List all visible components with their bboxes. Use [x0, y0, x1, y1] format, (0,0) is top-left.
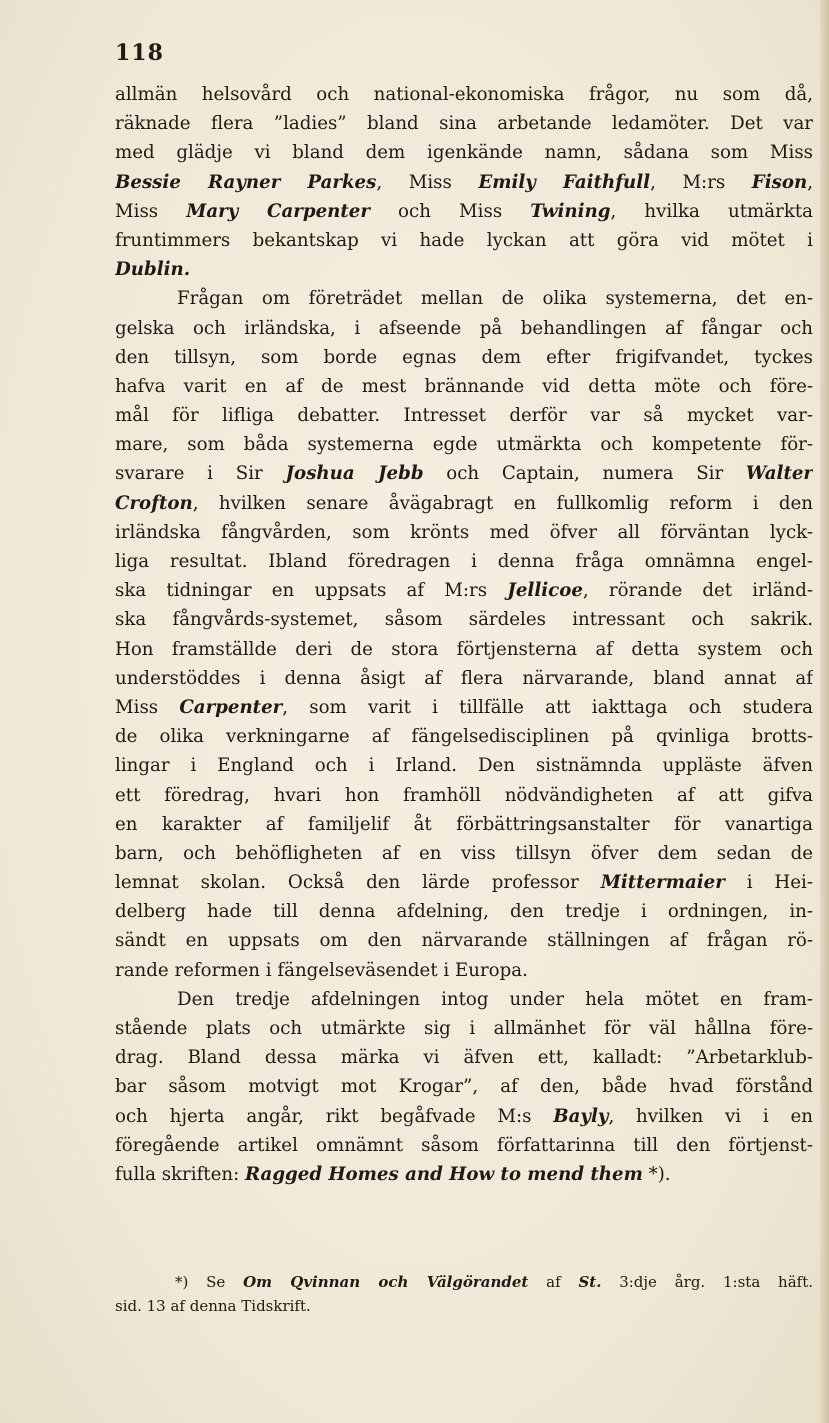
italic-name: Bayly — [553, 1105, 609, 1127]
text-run: sid. 13 af denna Tidskrift. — [115, 1297, 311, 1315]
italic-title: Om Qvinnan och Välgörandet — [243, 1273, 529, 1291]
text-line — [115, 926, 813, 955]
text-line — [115, 751, 813, 780]
italic-name: Twining — [530, 200, 611, 222]
text-line — [115, 664, 813, 693]
italic-title: St. — [578, 1273, 602, 1291]
text-run: drag. Bland dessa märka vi äfven ett, kalladt: ”Arbetarklub- — [115, 1047, 813, 1069]
text-run: , M:rs — [650, 171, 752, 193]
text-line — [115, 1072, 813, 1101]
text-line — [115, 401, 813, 430]
page-edge — [820, 0, 829, 1423]
text-line — [115, 985, 813, 1014]
text-line — [115, 1131, 813, 1160]
text-run: , rörande det irländ- — [582, 580, 813, 602]
text-run: hafva varit en af de mest brännande vid detta möte och före- — [115, 375, 813, 397]
text-line — [115, 284, 813, 313]
text-line — [115, 518, 813, 547]
italic-name: Carpenter — [179, 696, 283, 718]
text-line — [115, 547, 813, 576]
text-run: understöddes i denna åsigt af flera närvarande, bland annat af — [115, 667, 813, 689]
text-run: *) Se — [175, 1273, 244, 1291]
text-run: den tillsyn, som borde egnas dem efter frigifvandet, tyckes — [115, 346, 813, 368]
text-run: af — [528, 1273, 579, 1291]
text-run: mål för lifliga debatter. Intresset derför var så mycket var- — [115, 405, 813, 427]
text-run: , som varit i tillfälle att iakttaga och studera — [282, 696, 813, 718]
italic-name: Mary Carpenter — [186, 200, 370, 222]
text-run: , Miss — [376, 171, 479, 193]
text-run: barn, och behöfligheten af en viss tillsyn öfver dem sedan de — [115, 842, 813, 864]
text-run: , hvilken senare åvägabragt en fullkomlig reform i den — [192, 492, 813, 514]
text-run: fruntimmers bekantskap vi hade lyckan att göra vid mötet i — [115, 229, 813, 251]
text-line — [115, 693, 813, 722]
text-run: *). — [642, 1163, 671, 1185]
footnote-line — [115, 1294, 813, 1318]
text-run: liga resultat. Ibland föredragen i denna fråga omnämna engel- — [115, 551, 813, 572]
text-line — [115, 897, 813, 926]
text-run: lemnat skolan. Också den lärde professor — [115, 872, 601, 894]
text-line — [115, 839, 813, 868]
text-run: 3:dje årg. 1:sta häft. — [601, 1273, 813, 1291]
text-line — [115, 226, 813, 255]
text-line — [115, 168, 813, 197]
text-run: Miss — [115, 696, 180, 718]
text-line — [115, 605, 813, 634]
text-run: ska tidningar en uppsats af M:rs — [115, 580, 508, 602]
text-run: i Hei- — [724, 872, 813, 894]
text-run: mare, som båda systemerna egde utmärkta och kompetente för- — [115, 434, 813, 456]
text-run: Hon framställde deri de stora förtjensterna af detta system och — [115, 638, 813, 660]
text-run: , hvilka utmärkta — [610, 200, 813, 222]
text-line — [115, 722, 813, 751]
text-line — [115, 109, 813, 138]
text-line — [115, 1043, 813, 1072]
text-run: allmän helsovård och national-ekonomiska frågor, nu som då, — [115, 84, 813, 105]
text-run: svarare i Sir — [115, 463, 286, 485]
footnote-line — [115, 1270, 813, 1294]
text-run: gelska och irländska, i afseende på behandlingen af fångar och — [115, 317, 813, 339]
italic-name: Joshua Jebb — [285, 463, 424, 485]
text-line — [115, 255, 813, 284]
text-run: , — [807, 171, 813, 193]
text-run: irländska fångvården, som krönts med öfver all förväntan lyck- — [115, 521, 813, 543]
italic-name: Ragged Homes and How to mend them — [245, 1163, 643, 1185]
text-line — [115, 430, 813, 459]
text-run: och Miss — [369, 200, 531, 222]
text-run: med glädje vi bland dem igenkände namn, sådana som Miss — [115, 142, 813, 164]
italic-name: Crofton — [115, 492, 193, 514]
text-run: fulla skriften: — [115, 1163, 245, 1185]
text-run: och hjerta angår, rikt begåfvade M:s — [115, 1105, 554, 1127]
text-line — [115, 1160, 813, 1189]
italic-name: Mittermaier — [600, 872, 725, 894]
text-run: Miss — [115, 200, 187, 222]
text-line — [115, 343, 813, 372]
italic-name: Fison — [751, 171, 808, 193]
text-run: föregående artikel omnämnt såsom författarinna till den förtjenst- — [115, 1134, 813, 1156]
text-line — [115, 868, 813, 897]
text-run: , hvilken vi i en — [608, 1105, 813, 1127]
italic-name: Emily Faithfull — [478, 171, 651, 193]
text-run: de olika verkningarne af fängelsedisciplinen på qvinliga brotts- — [115, 726, 813, 748]
text-line — [115, 810, 813, 839]
text-line — [115, 459, 813, 488]
text-run: och Captain, numera Sir — [423, 463, 746, 485]
text-run: delberg hade till denna afdelning, den tredje i ordningen, in- — [115, 901, 813, 923]
text-line — [115, 1014, 813, 1043]
text-run: Frågan om företrädet mellan de olika systemerna, det en- — [177, 288, 813, 310]
text-run: rande reformen i fängelseväsendet i Europa. — [115, 959, 528, 981]
text-line — [115, 138, 813, 167]
text-run: räknade flera ”ladies” bland sina arbetande ledamöter. Det var — [115, 113, 813, 135]
footnote — [115, 1270, 813, 1318]
text-line — [115, 576, 813, 605]
text-line — [115, 372, 813, 401]
text-run: Den tredje afdelningen intog under hela mötet en fram- — [177, 988, 813, 1010]
text-run: bar såsom motvigt mot Krogar”, af den, både hvad förstånd — [115, 1076, 813, 1098]
body-text — [115, 80, 813, 1189]
text-run: sändt en uppsats om den närvarande ställningen af frågan rö- — [115, 930, 813, 952]
italic-name: Walter — [745, 463, 813, 485]
text-run: ett föredrag, hvari hon framhöll nödvändigheten af att gifva — [115, 784, 813, 806]
page-number: 118 — [115, 40, 164, 66]
italic-name: Dublin. — [115, 259, 191, 281]
text-run: lingar i England och i Irland. Den sistnämnda uppläste äfven — [115, 755, 813, 777]
text-line — [115, 1102, 813, 1131]
italic-name: Jellicoe — [507, 580, 583, 602]
text-line — [115, 80, 813, 109]
text-line — [115, 314, 813, 343]
text-line — [115, 781, 813, 810]
text-line — [115, 956, 813, 985]
text-line — [115, 197, 813, 226]
italic-name: Bessie Rayner Parkes — [115, 171, 377, 193]
text-run: ska fångvårds-systemet, såsom särdeles intressant och sakrik. — [115, 609, 813, 631]
text-line — [115, 635, 813, 664]
text-run: en karakter af familjelif åt förbättringsanstalter för vanartiga — [115, 813, 813, 835]
text-run: stående plats och utmärkte sig i allmänhet för väl hållna före- — [115, 1018, 813, 1039]
text-line — [115, 489, 813, 518]
